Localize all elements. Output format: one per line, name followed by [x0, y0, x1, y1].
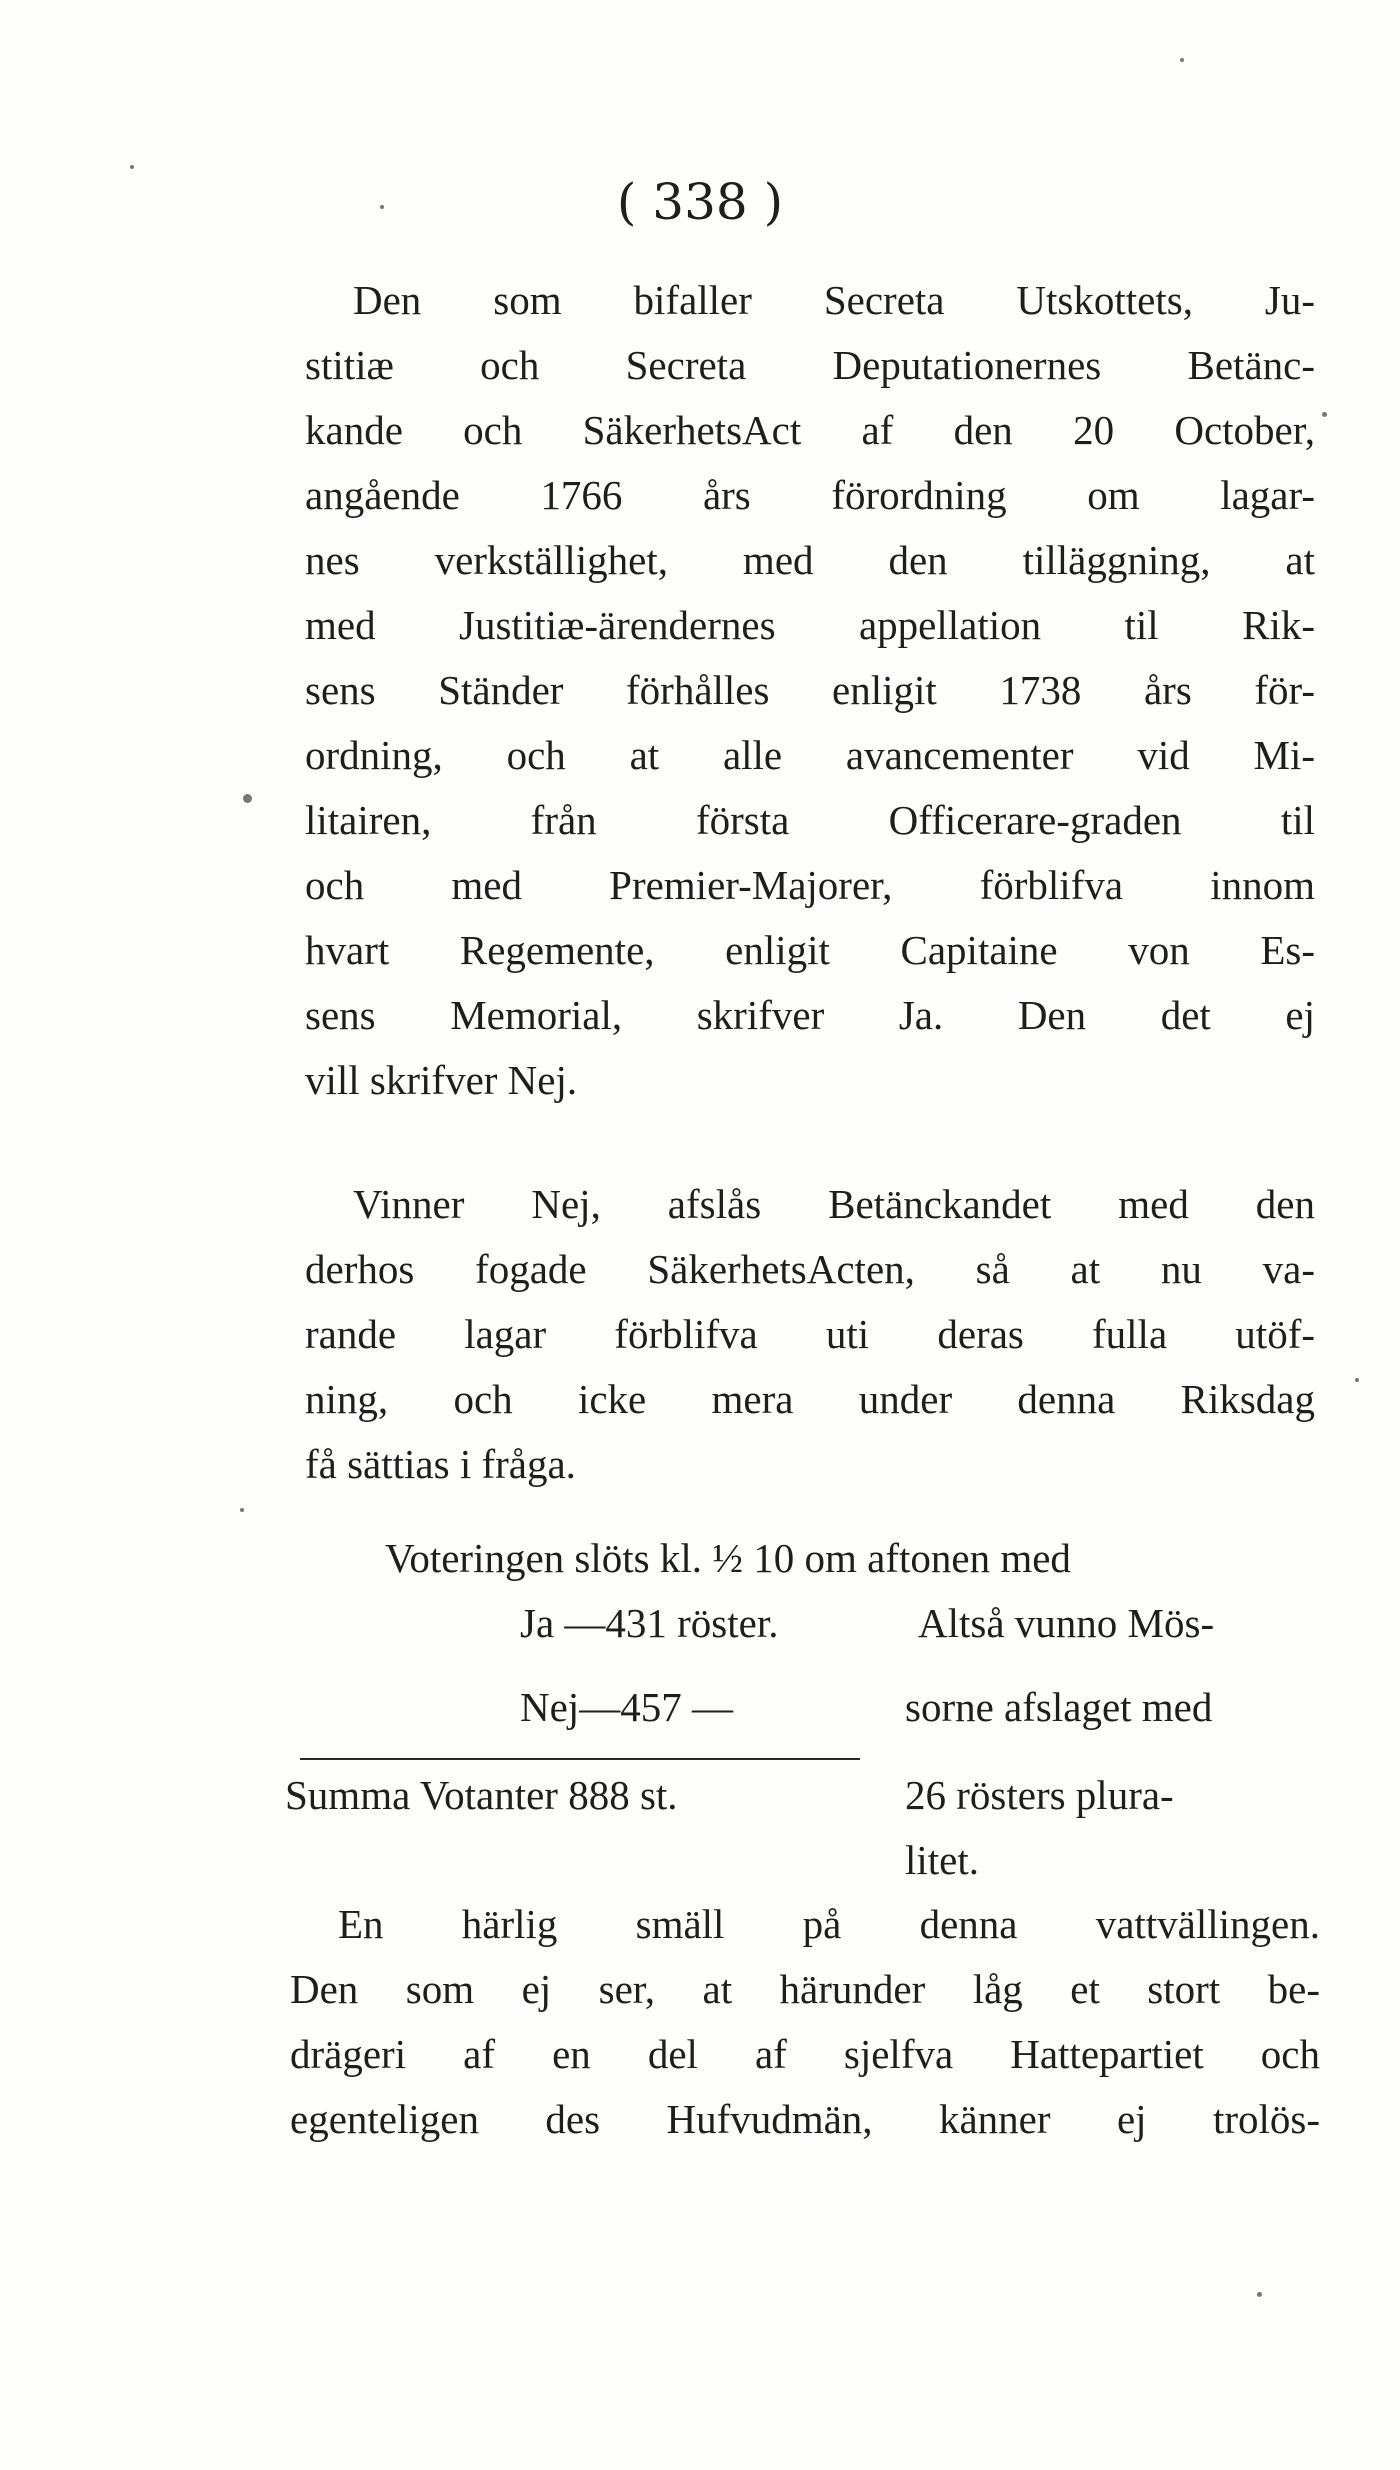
text-line: derhos fogade SäkerhetsActen, så at nu va- [305, 1246, 1315, 1292]
text-line: ordning, och at alle avancementer vid Mi- [305, 732, 1315, 778]
vote-ja: Ja —431 röster. [520, 1600, 779, 1646]
text-line: litairen, från första Officerare-graden til [305, 797, 1315, 843]
paper-speck [240, 1508, 244, 1512]
vote-result-line: litet. [905, 1837, 980, 1883]
sum-rule [300, 1758, 860, 1760]
paper-speck [1322, 412, 1327, 417]
vote-result-line: 26 rösters plura- [905, 1772, 1174, 1818]
text-line: sens Ständer förhålles enligit 1738 års för- [305, 667, 1315, 713]
text-line: och med Premier-Majorer, förblifva innom [305, 862, 1315, 908]
paper-speck [1257, 2292, 1262, 2297]
paragraph-commentary [290, 1892, 1320, 2152]
text-line: ning, och icke mera under denna Riksdag [305, 1376, 1315, 1422]
text-line: angående 1766 års förordning om lagar- [305, 472, 1315, 518]
text-line: nes verkställighet, med den tilläggning, at [305, 537, 1315, 583]
text-line: En härlig smäll på denna vattvällingen. [338, 1901, 1320, 1947]
vote-summa: Summa Votanter 888 st. [285, 1772, 678, 1818]
paper-speck [380, 205, 384, 209]
vote-result-line: sorne afslaget med [905, 1684, 1213, 1730]
text-line: rande lagar förblifva uti deras fulla utöf- [305, 1311, 1315, 1357]
paper-speck [130, 165, 134, 169]
text-line: hvart Regemente, enligit Capitaine von Es- [305, 927, 1315, 973]
text-line: Den som bifaller Secreta Utskottets, Ju- [353, 277, 1315, 323]
text-line: vill skrifver Nej. [305, 1057, 578, 1103]
vote-result-line: Altså vunno Mös- [918, 1600, 1215, 1646]
page-number: ( 338 ) [616, 173, 784, 231]
paragraph-voting-instructions [305, 268, 1315, 1113]
text-line: Den som ej ser, at härunder låg et stort be- [290, 1966, 1320, 2012]
text-line: stitiæ och Secreta Deputationernes Betänc- [305, 342, 1315, 388]
text-line: sens Memorial, skrifver Ja. Den det ej [305, 992, 1315, 1038]
vote-nej: Nej—457 — [520, 1684, 733, 1730]
text-line: kande och SäkerhetsAct af den 20 October, [305, 407, 1315, 453]
text-line: med Justitiæ-ärendernes appellation til Rik- [305, 602, 1315, 648]
text-line: Vinner Nej, afslås Betänckandet med den [353, 1181, 1315, 1227]
paragraph-if-nej-wins [305, 1172, 1315, 1497]
text-line: drägeri af en del af sjelfva Hattepartiet och [290, 2031, 1320, 2077]
paper-speck [243, 794, 252, 803]
vote-intro: Voteringen slöts kl. ½ 10 om aftonen med [385, 1535, 1071, 1581]
paper-speck [1355, 1378, 1359, 1382]
text-line: få sättias i fråga. [305, 1441, 576, 1487]
text-line: egenteligen des Hufvudmän, känner ej trolös- [290, 2096, 1320, 2142]
paper-speck [1180, 58, 1184, 62]
